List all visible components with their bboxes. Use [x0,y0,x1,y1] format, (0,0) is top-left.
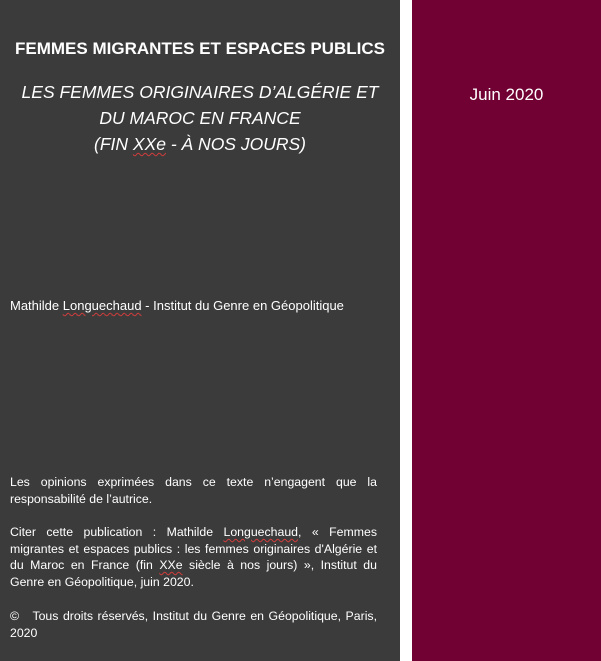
subtitle-century: XXe [132,134,166,154]
citation-prefix: Citer cette publication : Mathilde [10,525,224,539]
author-surname: Longuechaud [62,298,142,313]
subtitle-line-2: DU MAROC EN FRANCE [99,108,301,128]
citation-suffix: siècle à nos jours) », Institut du Genre en Géopolitique, juin 2020. [10,558,377,589]
copyright-text: © Tous droits réservés, Institut du Genre en Géopolitique, Paris, 2020 [10,609,377,640]
document-subtitle [10,79,390,157]
cover-right-panel [412,0,601,661]
panel-separator [400,0,412,661]
author-first-name: Mathilde [10,298,63,313]
citation-surname: Longuechaud [223,525,299,539]
subtitle-line-3-prefix: (FIN [94,134,133,154]
subtitle-line-3-suffix: - À NOS JOURS) [165,134,306,154]
citation-text [10,524,377,590]
disclaimer-text: Les opinions exprimées dans ce texte n’engagent que la responsabilité de l’autrice. [10,475,377,506]
citation-middle: , « Femmes migrantes et espaces publics : les femmes originaires d'Algérie et du Maroc en France (fin [10,525,377,572]
author-institution: - Institut du Genre en Géopolitique [141,298,344,313]
subtitle-line-3 [10,131,390,157]
citation-century: XXe [159,558,183,572]
subtitle-line-1: LES FEMMES ORIGINAIRES D’ALGÉRIE ET [21,82,379,102]
document-title: FEMMES MIGRANTES ET ESPACES PUBLICS [15,39,385,58]
publication-date: Juin 2020 [469,85,544,104]
author-line [10,297,390,314]
